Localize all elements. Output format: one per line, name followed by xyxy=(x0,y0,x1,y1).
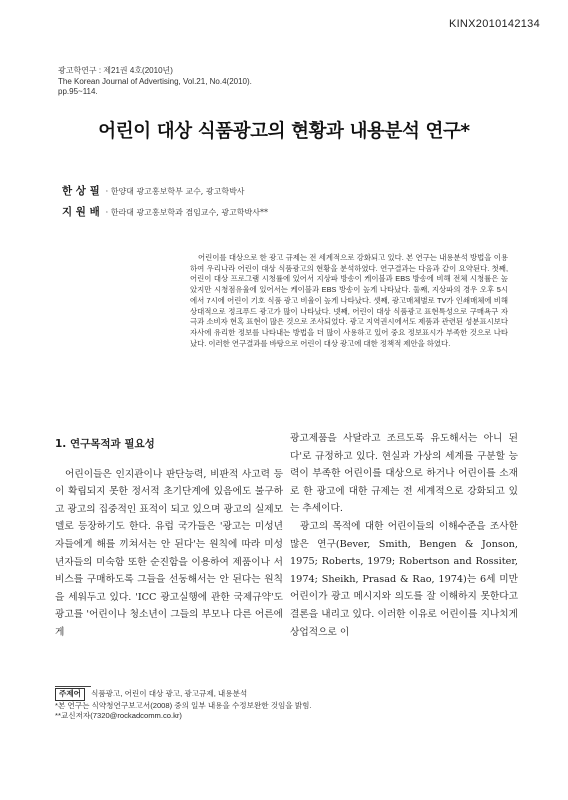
author-2 xyxy=(62,202,268,223)
right-column xyxy=(290,430,518,641)
footnote-funding: *본 연구는 식약청연구보고서(2008) 중의 일부 내용을 수정보완한 것임을 밝힘. xyxy=(55,700,312,710)
author-name: 지 원 배 xyxy=(62,206,100,218)
keywords-label: 주제어 xyxy=(55,688,85,701)
author-affiliation: · 한양대 광고홍보학부 교수, 광고학박사 xyxy=(105,187,245,196)
left-column xyxy=(55,430,283,642)
author-list xyxy=(62,181,268,223)
journal-info xyxy=(58,66,252,98)
journal-pages: pp.95~114. xyxy=(58,87,98,96)
abstract-text: 어린이를 대상으로 한 광고 규제는 전 세계적으로 강화되고 있다. 본 연구는 내용분석 방법을 이용하여 우리나라 어린이 대상 식품광고의 현황을 분석하였다. 연구결과는 다음과 같이 요약된다. 첫째, 어린이 대상 프로그램 시청률에 있어서 지상파 방송이 케이블과 EBS 방송에 비해 전체 시청률은 높았지만 시청점유율에 있어서는 케이블과 EBS 방송이 높게 나타났다. 둘째, 지상파의 경우 오후 5시에서 7시에 어린이 기호 식품 광고 비율이 높게 나타났다. 셋째, 광고매체별로 TV가 인쇄매체에 비해 상대적으로 정크푸드 광고가 많이 나타났다. 넷째, 어린이 대상 식품광고 표현특성으로 구매욕구 자극과 소비자 현혹 표현이 많은 것으로 조사되었다. 광고 지역권시에서도 제품과 관련된 성분표시보다 자사에 유리한 정보를 나타내는 방법을 더 많이 사용하고 있어 중요 정보표시가 부족한 것으로 나타났다. 이러한 연구결과를 바탕으로 어린이 대상 광고에 대한 정책적 제안을 하였다. xyxy=(190,253,508,348)
author-affiliation: · 한라대 광고홍보학과 겸임교수, 광고학박사** xyxy=(105,208,268,217)
paper-title: 어린이 대상 식품광고의 현황과 내용분석 연구* xyxy=(98,121,470,142)
journal-line-english: The Korean Journal of Advertising, Vol.21, No.4(2010). xyxy=(58,76,252,86)
abstract xyxy=(190,253,508,349)
footnote-divider xyxy=(55,686,91,687)
keywords-text: 식품광고, 어린이 대상 광고, 광고규제, 내용분석 xyxy=(91,689,248,698)
document-id: KINX2010142134 xyxy=(448,18,540,30)
author-1 xyxy=(62,181,268,202)
section-heading: 1. 연구목적과 필요성 xyxy=(55,438,155,450)
keywords-line xyxy=(55,688,515,701)
footnotes xyxy=(55,688,515,722)
author-name: 한 상 필 xyxy=(62,185,100,197)
body-paragraph: 광고의 목적에 대한 어린이들의 이해수준을 조사한 많은 연구(Bever, Smith, Bengen & Jonson, 1975; Roberts, 1979; Robertson and Rossiter, 1974; Sheikh, Prasad & Rao, 1974)는 6세 미만 어린이가 광고 메시지와 의도를 잘 이해하지 못한다고 결론을 내리고 있다. 이러한 이유로 어린이를 지나치게 상업적으로 이 xyxy=(290,520,518,638)
body-paragraph: 어린이들은 인지관이나 판단능력, 비판적 사고력 등이 확립되지 못한 정서적 초기단계에 있음에도 불구하고 광고의 집중적인 표적이 되고 있으며 광고의 실제모델로 등장하기도 한다. 유럽 국가들은 '광고는 미성년자들에게 해를 끼쳐서는 안 된다'는 원칙에 따라 미성년자들의 미숙함 또한 순진함을 이용하여 제품이나 서비스를 구매하도록 그들을 선동해서는 안 된다는 원칙을 세워두고 있다. 'ICC 광고실행에 관한 국제규약'도 광고를 '어린이나 청소년이 그들의 부모나 다른 어른에게 xyxy=(55,468,283,638)
body-paragraph: 광고제품을 사달라고 조르도록 유도해서는 아니 된다'로 규정하고 있다. 현실과 가상의 세계를 구분할 능력이 부족한 어린이를 대상으로 하거나 어린이를 소재로 한 광고에 대한 규제는 전 세계적으로 강화되고 있는 추세이다. xyxy=(290,433,518,515)
journal-line-korean: 광고학연구 : 제21권 4호(2010년) xyxy=(58,66,173,75)
footnote-corresponding-author: **교신저자(7320@rockadcomm.co.kr) xyxy=(55,711,182,721)
